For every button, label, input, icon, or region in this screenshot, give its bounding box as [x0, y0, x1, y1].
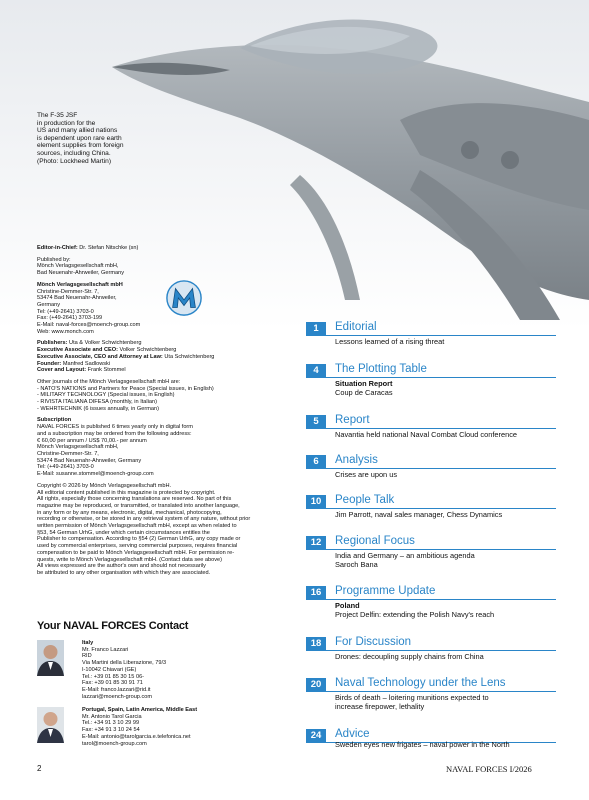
- page-number-badge: 16: [306, 586, 326, 599]
- article-title: Coup de Caracas: [335, 388, 393, 398]
- text-line: All views expressed are the author's own and should not necessarily: [37, 563, 206, 570]
- text-line: - MILITARY TECHNOLOGY (Special issues, in English): [37, 392, 175, 399]
- text-line: NAVAL FORCES is published 6 times yearly only in digital form: [37, 424, 193, 431]
- divider: [306, 377, 556, 378]
- subscription-label: Subscription: [37, 417, 72, 424]
- contact-photo: [37, 640, 64, 676]
- section-title[interactable]: Naval Technology under the Lens: [335, 677, 506, 689]
- text-line: 53474 Bad Neuenahr-Ahrweiler, Germany: [37, 457, 142, 464]
- value: Uta Schwichtenberg: [164, 353, 215, 360]
- section-title[interactable]: The Plotting Table: [335, 363, 427, 375]
- photo-caption: [37, 112, 147, 165]
- text-line: Other journals of the Mönch Verlagsgesellschaft mbH are:: [37, 378, 181, 385]
- text-line: compensation to be paid to Mönch Verlagsgesellschaft mbH. For permission re-: [37, 549, 235, 556]
- page-number-badge: 24: [306, 729, 326, 742]
- label: Publishers:: [37, 340, 68, 347]
- value: Manfred Sadlowski: [62, 360, 111, 367]
- caption-line: element supplies from foreign: [37, 142, 124, 150]
- section-title[interactable]: Regional Focus: [335, 535, 415, 547]
- divider: [306, 508, 556, 509]
- other-journals: [37, 379, 287, 413]
- text-line: Christine-Demmer-Str. 7,: [37, 450, 99, 457]
- contact-card-iberia: [37, 707, 297, 752]
- divider: [306, 468, 556, 469]
- text-line: Tel.: +39 01 85 30 15 06-: [82, 673, 145, 680]
- page-number: 2: [37, 764, 42, 773]
- caption-line: The F-35 JSF: [37, 112, 78, 119]
- text-line: quests, write to Mönch Verlagsgesellschaft mbH. (Contact data see above): [37, 556, 222, 563]
- text-line: Fax: +34 91 3 10 24 54: [82, 727, 140, 734]
- email-link[interactable]: E-Mail: antonio@tarolgarcia.e.telefonica.net: [82, 733, 191, 740]
- text-line: Publisher to compensation. According to §54 (2) German UrhG, any copy made or: [37, 536, 241, 543]
- text-line: Christine-Demmer-Str. 7,: [37, 288, 99, 295]
- publisher-contact: [37, 282, 287, 336]
- section-title[interactable]: For Discussion: [335, 636, 412, 648]
- text-line: Mönch Verlagsgesellschaft mbH,: [37, 444, 119, 451]
- editor-label: Editor-in-Chief:: [37, 245, 78, 251]
- email-link[interactable]: lazzari@moench-group.com: [82, 693, 153, 700]
- page-number-badge: 4: [306, 364, 326, 377]
- text-line: Fax: +39 01 85 30 91 71: [82, 680, 143, 687]
- divider: [306, 428, 556, 429]
- label: Executive Associate, CEO and Attorney at Law:: [37, 353, 163, 360]
- section-title[interactable]: Analysis: [335, 454, 378, 466]
- magazine-issue: NAVAL FORCES I/2026: [446, 764, 532, 774]
- section-title[interactable]: Report: [335, 414, 370, 426]
- value: Frank Stommel: [87, 367, 126, 374]
- section-title[interactable]: People Talk: [335, 494, 395, 506]
- phone: Tel: (+49-2641) 3703-0: [37, 308, 94, 315]
- article-title: Drones: decoupling supply chains from China: [335, 652, 484, 661]
- text-line: 53474 Bad Neuenahr-Ahrweiler,: [37, 295, 117, 302]
- text-line: in any form or by any means, electronic, digital, mechanical, photocopying,: [37, 509, 222, 516]
- email-link[interactable]: E-Mail: franco.lazzari@rid.it: [82, 686, 151, 693]
- page-number-badge: 1: [306, 322, 326, 335]
- section-title[interactable]: Programme Update: [335, 585, 436, 597]
- text-line: Mönch Verlagsgesellschaft mbH,: [37, 263, 119, 270]
- publisher-name: Mönch Verlagsgesellschaft mbH: [37, 281, 123, 288]
- text-line: All rights, especially those concerning translations are reserved. No part of this: [37, 496, 232, 503]
- divider: [306, 691, 556, 692]
- text-line: §53, 54 German UrhG, under which certain circumstances entitles the: [37, 529, 210, 536]
- article-title: Sweden eyes new frigates – naval power in the North: [335, 740, 510, 749]
- text-line: Mr. Antonio Tarol Garcia: [82, 713, 142, 720]
- caption-line: in production for the: [37, 119, 96, 127]
- page-number-badge: 18: [306, 637, 326, 650]
- label: Cover and Layout:: [37, 367, 87, 374]
- staff: [37, 340, 287, 374]
- text-line: Tel.: +34 91 3 10 29 99: [82, 720, 140, 727]
- page-number-badge: 10: [306, 495, 326, 508]
- contact-region: Italy: [82, 640, 94, 646]
- text-line: Germany: [37, 301, 61, 308]
- copyright: [37, 483, 287, 577]
- text-line: Tel: (+49-2641) 3703-0: [37, 464, 94, 471]
- article-kicker: Situation Report: [335, 379, 393, 388]
- article-title: Crises are upon us: [335, 470, 398, 479]
- text-line: and a subscription may be ordered from the following address:: [37, 430, 192, 437]
- text-line: - NATO'S NATIONS and Partners for Peace (Special issues, in English): [37, 385, 214, 392]
- divider: [306, 335, 556, 336]
- text-line: All editorial content published in this magazine is protected by copyright.: [37, 489, 216, 496]
- text-line: magazine may be reproduced, or transmitted, or translated into another language,: [37, 502, 240, 509]
- article-title: Jim Parrott, naval sales manager, Chess Dynamics: [335, 510, 503, 519]
- text-line: be attributed to any other organisation with which they are associated.: [37, 569, 211, 576]
- section-title[interactable]: Advice: [335, 728, 370, 740]
- text-line: written permission of Mönch Verlagsgesellschaft mbH, except as when related to: [37, 523, 237, 530]
- email-link[interactable]: E-Mail: susanne.stommel@moench-group.com: [37, 471, 154, 478]
- page-number-badge: 5: [306, 415, 326, 428]
- email-link[interactable]: tarol@moench-group.com: [82, 740, 147, 747]
- article-title: Project Delfin: extending the Polish Navy's reach: [335, 610, 495, 620]
- caption-line: sources, including China.: [37, 149, 111, 157]
- editor-name: Dr. Stefan Nitschke (sn): [79, 245, 139, 251]
- contact-photo: [37, 707, 64, 743]
- contact-heading: Your NAVAL FORCES Contact: [37, 620, 189, 632]
- value: Volker Schwichtenberg: [119, 347, 177, 354]
- divider: [306, 650, 556, 651]
- caption-line: is dependent upon rare earth: [37, 134, 122, 142]
- divider: [306, 549, 556, 550]
- imprint: [37, 245, 287, 582]
- text-line: - RIVISTA ITALIANA DIFESA (monthly, in Italian): [37, 399, 157, 406]
- label: Founder:: [37, 360, 62, 367]
- text-line: used by commercial enterprises, serving commercial purposes, requires financial: [37, 543, 238, 550]
- text-line: Copyright © 2026 by Mönch Verlagsgesellschaft mbH.: [37, 482, 172, 489]
- text-line: - WEHRTECHNIK (6 issues annually, in German): [37, 405, 159, 412]
- article-author: Saroch Bana: [335, 560, 378, 570]
- article-title: Navantia held national Naval Combat Cloud conference: [335, 430, 518, 439]
- value: Uta & Volker Schwichtenberg: [69, 340, 142, 347]
- article-title: increase firepower, lethality: [335, 702, 425, 712]
- page-number-badge: 12: [306, 536, 326, 549]
- text-line: RID: [82, 653, 92, 660]
- subscription: [37, 417, 287, 477]
- contact-card-italy: [37, 640, 297, 700]
- article-title: Lessons learned of a rising threat: [335, 337, 445, 346]
- contact-region: Portugal, Spain, Latin America, Middle East: [82, 707, 198, 713]
- web-link[interactable]: Web: www.monch.com: [37, 328, 94, 335]
- section-title[interactable]: Editorial: [335, 321, 377, 333]
- label: Executive Associate and CEO:: [37, 347, 118, 354]
- text-line: Mr. Franco Lazzari: [82, 646, 129, 653]
- article-title: Birds of death – loitering munitions expected to: [335, 693, 489, 702]
- fax: Fax: (+49-2641) 3703-199: [37, 315, 103, 322]
- page-number-badge: 6: [306, 455, 326, 468]
- text-line: I-10042 Chiavari (GE): [82, 666, 137, 673]
- text-line: Bad Neuenahr-Ahrweiler, Germany: [37, 270, 125, 277]
- article-title: India and Germany – an ambitious agenda: [335, 551, 475, 560]
- email-link[interactable]: E-Mail: naval-forces@moench-group.com: [37, 322, 141, 329]
- text-line: recording or otherwise, or be stored in any retrieval system of any nature, without prior: [37, 516, 251, 523]
- text-line: Published by:: [37, 256, 71, 263]
- caption-line: (Photo: Lockheed Martin): [37, 157, 112, 165]
- article-kicker: Poland: [335, 601, 360, 610]
- caption-line: US and many allied nations: [37, 127, 118, 135]
- published-by: [37, 257, 287, 277]
- page-number-badge: 20: [306, 678, 326, 691]
- text-line: € 60,00 per annum / US$ 70,00.- per annum: [37, 437, 147, 444]
- text-line: Via Martini della Liberazione, 79/3: [82, 660, 167, 667]
- divider: [306, 599, 556, 600]
